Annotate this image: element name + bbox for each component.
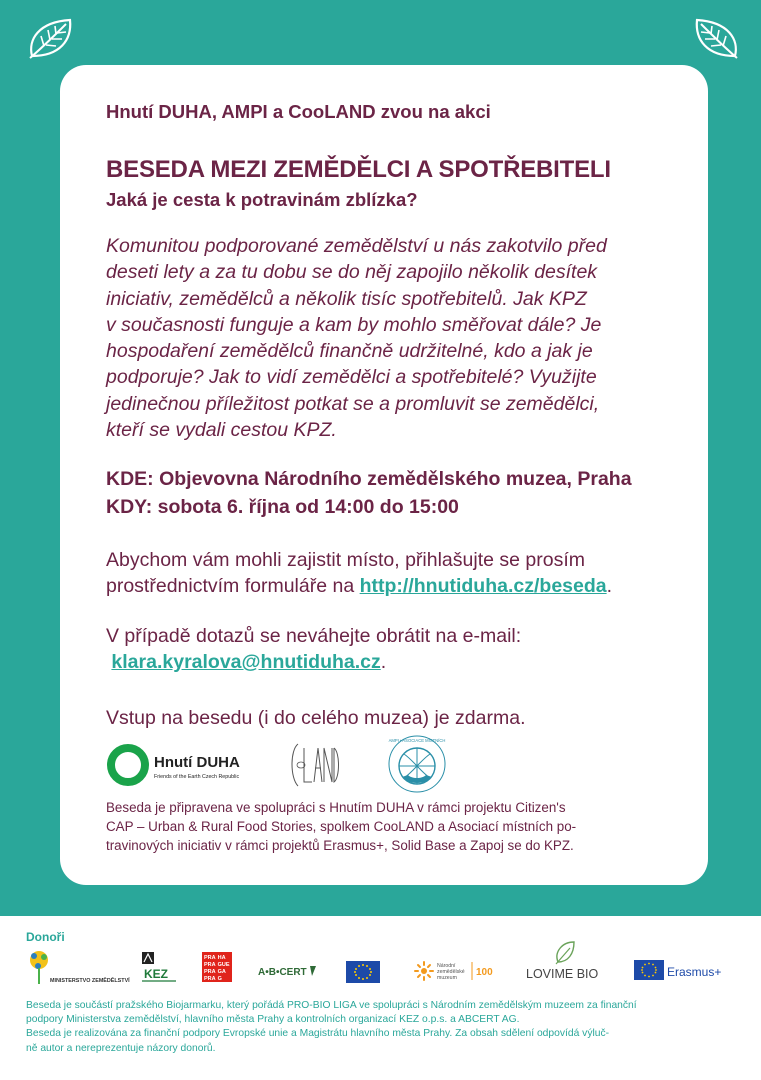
- note-line: CAP – Urban & Rural Food Stories, spolkem CooLAND a Asociací místních po-: [106, 819, 577, 835]
- event-time: KDY: sobota 6. října od 14:00 do 15:00: [106, 496, 459, 518]
- intro-text: Hnutí DUHA, AMPI a CooLAND zvou na akci: [106, 101, 491, 122]
- svg-text:PRAGA: [204, 969, 226, 975]
- note-line: Beseda je připravena ve spolupráci s Hnutím DUHA v rámci projektu Citizen's: [106, 800, 566, 815]
- partnership-note: [106, 798, 686, 856]
- abcert-logo-text: A•B•CERT: [258, 967, 307, 978]
- erasmus-plus-logo: [634, 960, 734, 982]
- kez-logo: [140, 950, 178, 984]
- duha-logo-sub: Friends of the Earth Czech Republic: [154, 774, 240, 780]
- national-agricultural-museum-logo: [412, 956, 502, 986]
- description-line: podporuje? Jak to vidí zemědělci a spotřebitelé? Využijte: [106, 366, 597, 389]
- praha-logo-text: PRA: [204, 969, 216, 975]
- footer-note: [26, 999, 744, 1056]
- registration-line: Abychom vám mohli zajistit místo, přihlašujte se prosím: [106, 549, 585, 571]
- description-line: jedinečnou příležitost potkat se a promluvit se zemědělci,: [106, 392, 600, 415]
- admission-note: Vstup na besedu (i do celého muzea) je zdarma.: [106, 707, 526, 729]
- erasmus-logo-text: Erasmus+: [667, 965, 722, 979]
- praha-logo-text: HA: [217, 955, 226, 961]
- contact-email-line: [106, 651, 386, 674]
- email-suffix: .: [380, 651, 387, 673]
- ministry-logo-text: MINISTERSTVO ZEMĚDĚLSTVÍ: [50, 978, 130, 984]
- svg-text:PRAGUE: [204, 962, 230, 968]
- eu-flag-icon: [346, 961, 380, 983]
- description-line: hospodaření zemědělců finančně udržitelné, kdo a jak je: [106, 340, 593, 363]
- registration-line: [106, 573, 686, 599]
- registration-suffix: .: [606, 575, 613, 597]
- donors-heading: Donoři: [26, 930, 65, 944]
- registration-info: [106, 547, 686, 599]
- leaf-icon: [691, 16, 741, 60]
- lovime-logo-text: LOVIME BIO: [526, 967, 599, 981]
- cooland-logo: [288, 738, 340, 792]
- nzm-logo-text: muzeum: [437, 975, 457, 981]
- description-line: iniciativ, zemědělců a několik tisíc spotřebitelů. Jak KPZ: [106, 287, 587, 310]
- event-description: [106, 233, 686, 443]
- praha-logo-text: PRA: [204, 962, 216, 968]
- svg-text:PRAG: [204, 976, 222, 982]
- footer-line: ně autor a nereprezentuje názory donorů.: [26, 1042, 216, 1054]
- footer-line: Beseda je realizována za finanční podpory Evropské unie a Magistrátu hlavního města Prahy. Za obsah sdělení odpovídá výluč-: [26, 1028, 610, 1040]
- event-subtitle: Jaká je cesta k potravinám zblízka?: [106, 189, 418, 210]
- note-line: travinových iniciativ v rámci projektů Erasmus+, Solid Base a Zapoj se do KPZ.: [106, 838, 574, 854]
- nzm-logo-text: zemědělské: [437, 969, 465, 975]
- ampi-logo-label: AMPI • ASOCIACE MÍSTNÍCH: [388, 738, 446, 743]
- duha-logo-name: Hnutí DUHA: [154, 754, 240, 771]
- footer-line: podpory Ministerstva zemědělství, hlavního města Prahy a kontrolních organizací KEZ o.p.s. a ABCERT AG.: [26, 1014, 520, 1026]
- nzm-logo-text: Národní: [437, 963, 456, 969]
- ampi-logo: [386, 733, 448, 795]
- praha-logo-text: G: [217, 976, 222, 982]
- ministry-of-agriculture-logo: [26, 946, 130, 988]
- praha-logo-text: GUE: [217, 962, 230, 968]
- abcert-logo: [258, 963, 320, 979]
- description-line: kteří se vydali cestou KPZ.: [106, 419, 337, 442]
- leaf-icon: [26, 16, 76, 60]
- registration-prefix: prostřednictvím formuláře na: [106, 575, 360, 597]
- registration-link[interactable]: http://hnutiduha.cz/beseda: [359, 575, 607, 597]
- hnuti-duha-logo: [106, 743, 256, 787]
- invitation-card: [60, 65, 708, 885]
- description-line: deseti lety a za tu dobu se do něj zapojilo několik desítek: [106, 261, 598, 284]
- svg-text:PRAHA: [204, 955, 226, 961]
- praha-logo-text: GA: [217, 969, 226, 975]
- praha-logo-text: PRA: [204, 976, 216, 982]
- footer-line: Beseda je součástí pražského Biojarmarku, který pořádá PRO-BIO LIGA ve spolupráci s Národním zemědělským muzeem za finanční: [26, 1000, 637, 1011]
- event-location: KDE: Objevovna Národního zemědělského muzea, Praha: [106, 468, 632, 490]
- event-title: BESEDA MEZI ZEMĚDĚLCI A SPOTŘEBITELI: [106, 156, 611, 183]
- description-line: v současnosti funguje a kam by mohlo směřovat dále? Je: [106, 313, 602, 336]
- contact-question: V případě dotazů se neváhejte obrátit na e-mail:: [106, 625, 522, 647]
- lovime-bio-logo: [524, 940, 610, 982]
- praha-logo-text: PRA: [204, 955, 216, 961]
- praha-logo: [202, 952, 232, 982]
- contact-email-link[interactable]: klara.kyralova@hnutiduha.cz: [111, 651, 381, 673]
- description-line: Komunitou podporované zemědělství u nás zakotvilo před: [106, 235, 607, 257]
- nzm-logo-number: 100: [476, 967, 493, 978]
- kez-logo-text: KEZ: [144, 967, 168, 981]
